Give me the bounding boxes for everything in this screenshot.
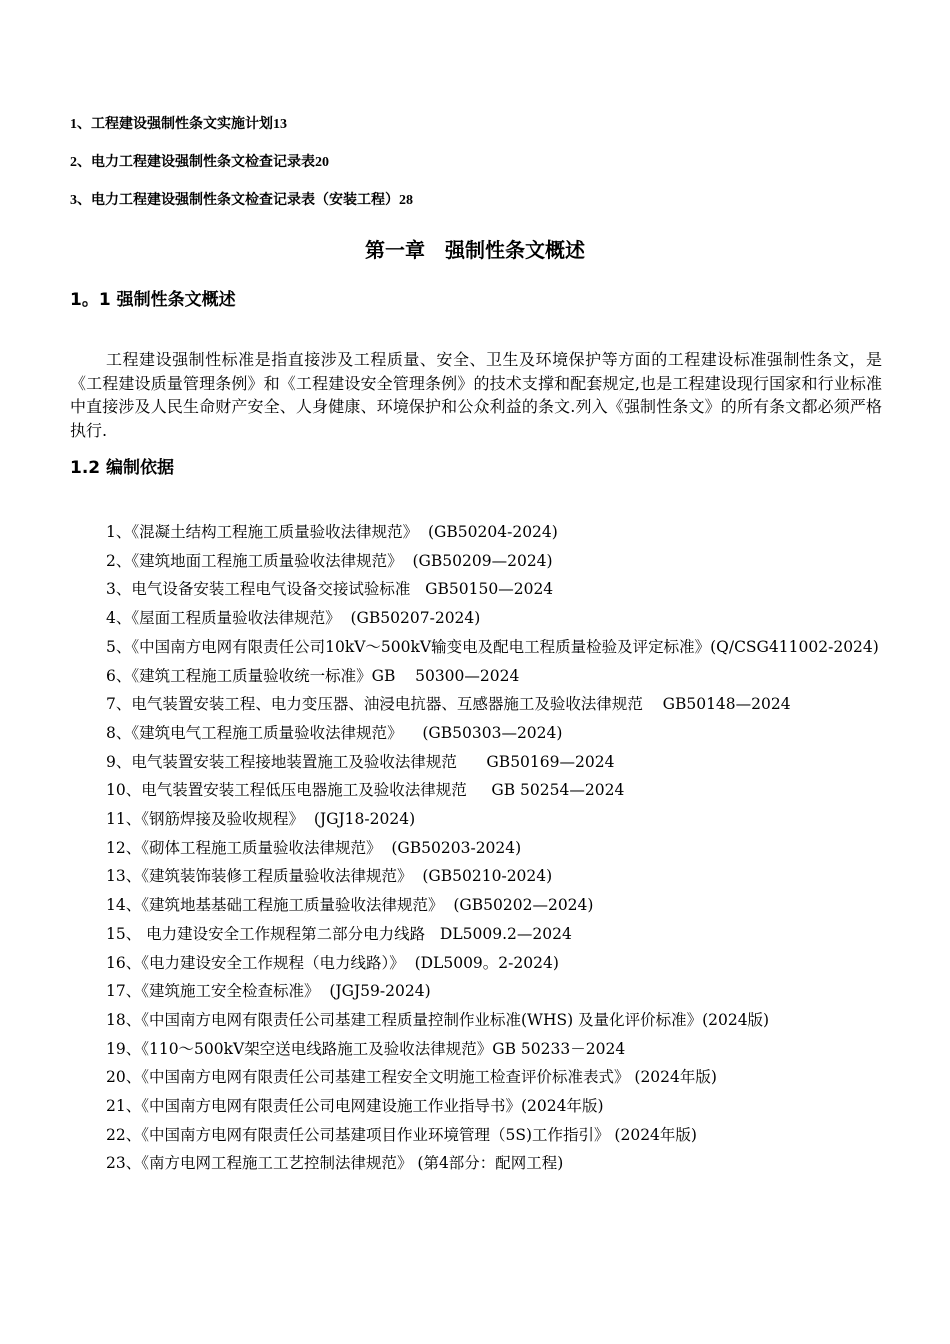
reference-item: 15、 电力建设安全工作规程第二部分电力线路 DL5009.2—2024 bbox=[106, 924, 572, 943]
reference-item: 2、《建筑地面工程施工质量验收法律规范》 (GB50209—2024) bbox=[106, 551, 553, 570]
reference-item: 17、《建筑施工安全检查标准》 (JGJ59-2024) bbox=[106, 982, 431, 1001]
reference-item: 19、《110～500kV架空送电线路施工及验收法律规范》GB 50233－2024 bbox=[106, 1039, 626, 1058]
reference-item: 20、《中国南方电网有限责任公司基建工程安全文明施工检查评价标准表式》 (2024年版) bbox=[106, 1068, 717, 1087]
toc-item-2[interactable]: 2、电力工程建设强制性条文检查记录表20 bbox=[70, 155, 329, 170]
reference-item: 1、《混凝土结构工程施工质量验收法律规范》 (GB50204-2024) bbox=[106, 523, 558, 541]
reference-item: 22、《中国南方电网有限责任公司基建项目作业环境管理（5S)工作指引》 (2024年版) bbox=[106, 1125, 697, 1144]
reference-list bbox=[70, 518, 884, 1178]
reference-item: 3、电气设备安装工程电气设备交接试验标准 GB50150—2024 bbox=[106, 580, 554, 599]
reference-item: 6、《建筑工程施工质量验收统一标准》GB 50300—2024 bbox=[106, 666, 520, 685]
reference-item: 12、《砌体工程施工质量验收法律规范》 (GB50203-2024) bbox=[106, 838, 522, 857]
reference-item: 18、《中国南方电网有限责任公司基建工程质量控制作业标准(WHS) 及量化评价标准》(2024版) bbox=[106, 1010, 770, 1029]
reference-item: 4、《屋面工程质量验收法律规范》 (GB50207-2024) bbox=[106, 609, 481, 628]
chapter-title: 第一章 强制性条文概述 bbox=[365, 238, 585, 262]
toc-item-3[interactable]: 3、电力工程建设强制性条文检查记录表（安装工程）28 bbox=[70, 193, 413, 208]
reference-item: 5、《中国南方电网有限责任公司10kV～500kV输变电及配电工程质量检验及评定标准》(Q/CSG411002-2024) bbox=[106, 637, 879, 656]
reference-item: 16、《电力建设安全工作规程（电力线路）》 (DL5009。2-2024) bbox=[106, 953, 559, 972]
reference-item: 10、电气装置安装工程低压电器施工及验收法律规范 GB 50254—2024 bbox=[106, 781, 625, 800]
section-heading-1-1: 1。1 强制性条文概述 bbox=[70, 290, 236, 310]
section-paragraph: 工程建设强制性标准是指直接涉及工程质量、安全、卫生及环境保护等方面的工程建设标准强制性条文，是《工程建设质量管理条例》和《工程建设安全管理条例》的技术支撑和配套规定,也是工程建设现行国家和行业标准中直接涉及人民生命财产安全、人身健康、环境保护和公众利益的条文.列入《强制性条文》的所有条文都必须严格执行. bbox=[70, 350, 882, 440]
reference-item: 13、《建筑装饰装修工程质量验收法律规范》 (GB50210-2024) bbox=[106, 867, 553, 886]
toc-item-1[interactable]: 1、工程建设强制性条文实施计划13 bbox=[70, 117, 287, 132]
reference-item: 9、电气装置安装工程接地装置施工及验收法律规范 GB50169—2024 bbox=[106, 752, 615, 771]
reference-item: 8、《建筑电气工程施工质量验收法律规范》 (GB50303—2024) bbox=[106, 723, 563, 742]
reference-item: 14、《建筑地基基础工程施工质量验收法律规范》 (GB50202—2024) bbox=[106, 896, 594, 915]
reference-item: 7、电气装置安装工程、电力变压器、油浸电抗器、互感器施工及验收法律规范 GB50148—2024 bbox=[106, 695, 791, 714]
reference-item: 11、《钢筋焊接及验收规程》 (JGJ18-2024) bbox=[106, 810, 416, 829]
section-heading-1-2: 1.2 编制依据 bbox=[70, 458, 175, 478]
reference-item: 21、《中国南方电网有限责任公司电网建设施工作业指导书》(2024年版) bbox=[106, 1097, 604, 1116]
reference-item: 23、《南方电网工程施工工艺控制法律规范》 (第4部分：配网工程) bbox=[106, 1154, 564, 1173]
